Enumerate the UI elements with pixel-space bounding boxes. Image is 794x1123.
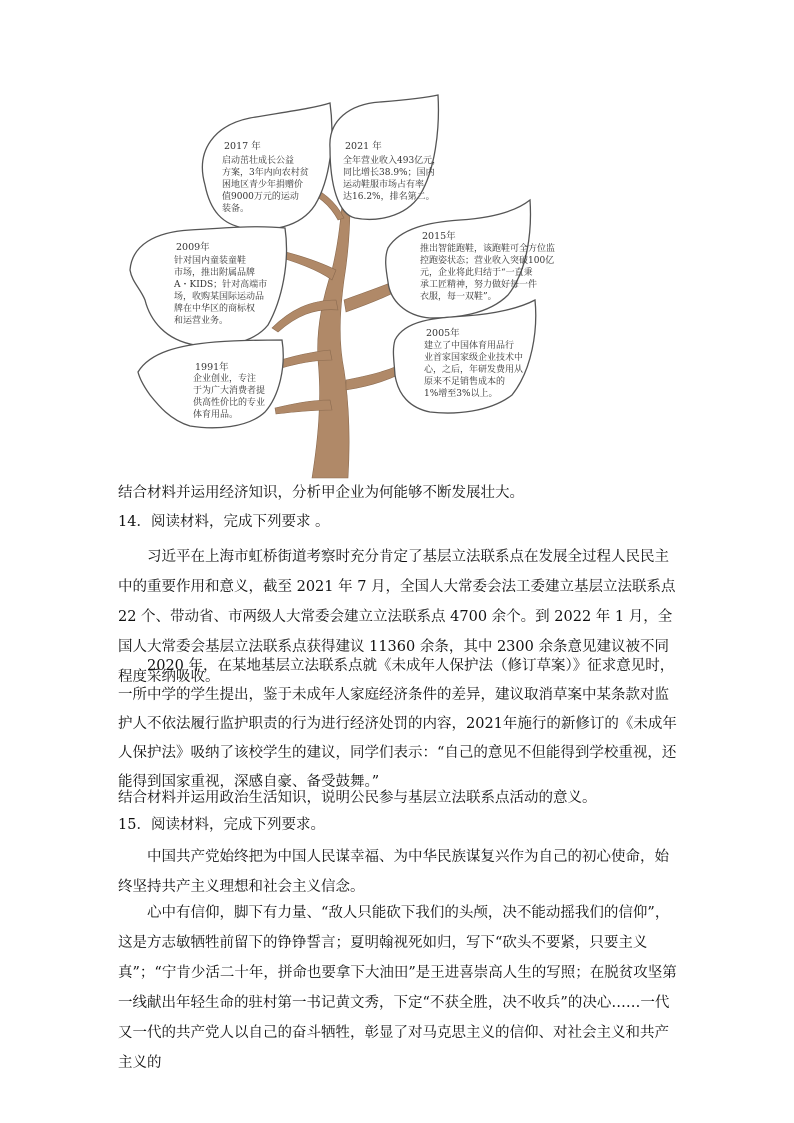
question-13-prompt: 结合材料并运用经济知识，分析甲企业为何能够不断发展壮大。 — [118, 485, 524, 501]
leaf-text-2021: 全年营业收入493亿元， 同比增长38.9%；国内 运动鞋服市场占有率 达16.2%，排名第二。 — [343, 156, 442, 202]
leaf-text-2017: 启动茁壮成长公益 方案，3年内向农村贫 困地区青少年捐赠价 值9000万元的运动 装备。 — [222, 156, 309, 214]
question-15-title: 15．阅读材料，完成下列要求。 — [118, 817, 325, 833]
leaf-year-2015: 2015年 — [422, 231, 456, 242]
leaf-text-2015: 推出智能跑鞋，该跑鞋可全方位监 控跑姿状态；营业收入突破100亿 元，企业将此归结于“一直秉 承工匠精神，努力做好每一件 衣服，每一双鞋”。 — [420, 244, 556, 302]
leaf-text-1991: 企业创业，专注 于为广大消费者提 供高性价比的专业 体育用品。 — [193, 374, 266, 420]
leaf-year-2005: 2005年 — [426, 328, 460, 339]
tree-illustration — [0, 0, 794, 480]
tree-figure — [0, 0, 794, 480]
question-15-paragraph-2: 心中有信仰，脚下有力量、“敌人只能砍下我们的头颅，决不能动摇我们的信仰”，这是方志敏牺牲前留下的铮铮誓言；夏明翰视死如归，写下“砍头不要紧，只要主义真”；“宁肯少活二十年，拼命也要拿下大油田”是王进喜崇高人生的写照；在脱贫攻坚第一线献出年轻生命的驻村第一书记黄文秀，下定“不获全胜，决不收兵”的决心……一代又一代的共产党人以自己的奋斗牺牲，彰显了对马克思主义的信仰、对社会主义和共产主义的 — [118, 905, 677, 1071]
question-14-title: 14．阅读材料，完成下列要求 。 — [118, 514, 330, 530]
leaf-year-2021: 2021 年 — [345, 141, 382, 152]
leaf-text-2009: 针对国内童装童鞋 市场，推出附属品牌 A・KIDS；针对高端市 场，收购某国际运动品 牌在中华区的商标权 和运营业务。 — [174, 256, 268, 326]
question-14-paragraph-2: 2020 年，在某地基层立法联系点就《未成年人保护法（修订草案）》征求意见时，一所中学的学生提出，鉴于未成年人家庭经济条件的差异，建议取消草案中某条款对监护人不依法履行监护职责的行为进行经济处罚的内容，2021年施行的新修订的《未成年人保护法》吸纳了该校学生的建议，同学们表示：“自己的意见不但能得到学校重视，还能得到国家重视，深感自豪、备受鼓舞。” — [118, 658, 677, 790]
leaf-year-2009: 2009年 — [176, 242, 210, 253]
leaf-year-2017: 2017 年 — [224, 141, 261, 152]
question-15-paragraph-1: 中国共产党始终把为中国人民谋幸福、为中华民族谋复兴作为自己的初心使命，始终坚持共产主义理想和社会主义信念。 — [118, 849, 669, 895]
question-14-prompt: 结合材料并运用政治生活知识，说明公民参与基层立法联系点活动的意义。 — [118, 790, 597, 806]
leaf-text-2005: 建立了中国体育用品行 业首家国家级企业技术中 心，之后，年研发费用从 原来不足销售成本的 1%增至3%以上。 — [424, 341, 524, 399]
question-14-paragraph-1: 习近平在上海市虹桥街道考察时充分肯定了基层立法联系点在发展全过程人民民主中的重要作用和意义，截至 2021 年 7 月，全国人大常委会法工委建立基层立法联系点 22 个、带动省、市两级人大常委会建立立法联系点 4700 余个。到 2022 年 1 月，全国人大常委会基层立法联系点获得建议 11360 余条，其中 2300 余条意见建议被不同程度采纳吸收。 — [118, 549, 676, 685]
leaf-year-1991: 1991年 — [195, 362, 229, 373]
